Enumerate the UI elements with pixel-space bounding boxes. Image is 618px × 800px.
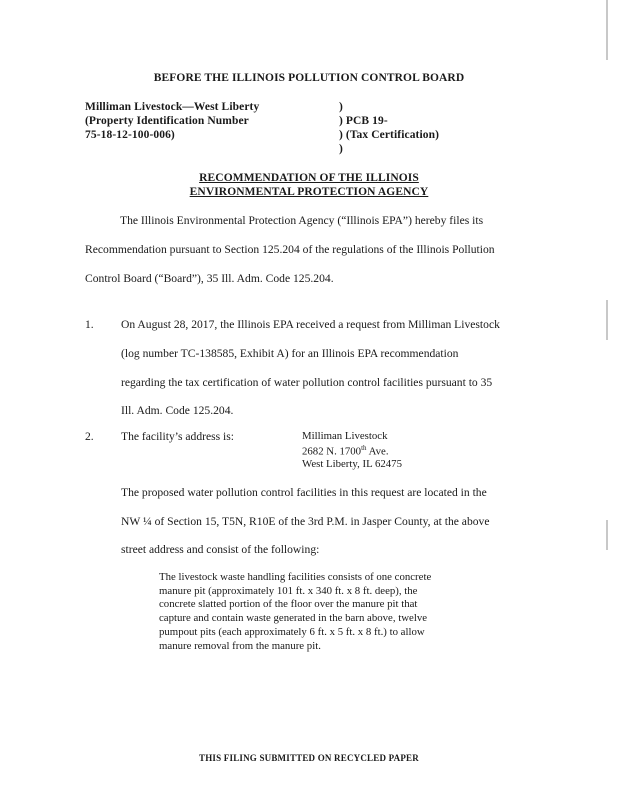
caption-party-line: Milliman Livestock—West Liberty [85,101,260,113]
item-number: 1. [85,318,94,331]
caption-case-type: ) (Tax Certification) [339,129,440,141]
recycled-paper-footer: THIS FILING SUBMITTED ON RECYCLED PAPER [199,753,419,763]
caption-case-number: ) PCB 19- [339,115,388,127]
address-label: The facility’s address is: [121,430,235,443]
paragraph-line: The Illinois Environmental Protection Agency (“Illinois EPA”) hereby files its [120,214,484,227]
paragraph-line: regarding the tax certification of water pollution control facilities pursuant to 35 [121,376,493,389]
quote-line: manure pit (approximately 101 ft. x 340 ft. x 8 ft. deep), the [159,585,418,597]
paragraph-line: On August 28, 2017, the Illinois EPA received a request from Milliman Livestock [121,318,500,331]
item-number: 2. [85,430,94,443]
caption-bracket: ) [339,101,343,113]
paragraph-line: NW ¼ of Section 15, T5N, R10E of the 3rd P.M. in Jasper County, at the above [121,515,490,528]
quote-line: pumpout pits (each approximately 6 ft. x 5 ft. x 8 ft.) to allow [159,626,425,638]
paragraph-line: (log number TC-138585, Exhibit A) for an Illinois EPA recommendation [121,347,459,360]
quote-line: concrete slatted portion of the floor over the manure pit that [159,598,418,610]
quote-line: manure removal from the manure pit. [159,640,321,652]
scan-edge-mark [606,300,608,340]
caption-party-line: (Property Identification Number [85,115,249,127]
quote-line: The livestock waste handling facilities consists of one concrete [159,571,432,583]
board-heading: BEFORE THE ILLINOIS POLLUTION CONTROL BOARD [153,72,465,84]
paragraph-line: Ill. Adm. Code 125.204. [121,404,234,417]
document-title: RECOMMENDATION OF THE ILLINOIS [199,172,419,184]
scan-edge-mark [606,520,608,550]
paragraph-line: street address and consist of the following: [121,543,320,556]
address-line: West Liberty, IL 62475 [302,458,402,470]
address-line: Milliman Livestock [302,430,388,442]
caption-bracket: ) [339,143,343,155]
paragraph-line: The proposed water pollution control facilities in this request are located in the [121,486,487,499]
paragraph-line: Control Board (“Board”), 35 Ill. Adm. Code 125.204. [85,272,334,285]
document-title: ENVIRONMENTAL PROTECTION AGENCY [189,186,429,198]
paragraph-line: Recommendation pursuant to Section 125.204 of the regulations of the Illinois Pollution [85,243,495,256]
scan-edge-mark [606,0,608,60]
address-line: 2682 N. 1700th Ave. [302,444,389,458]
quote-line: capture and contain waste generated in the barn above, twelve [159,612,428,624]
caption-party-line: 75-18-12-100-006) [85,129,175,141]
